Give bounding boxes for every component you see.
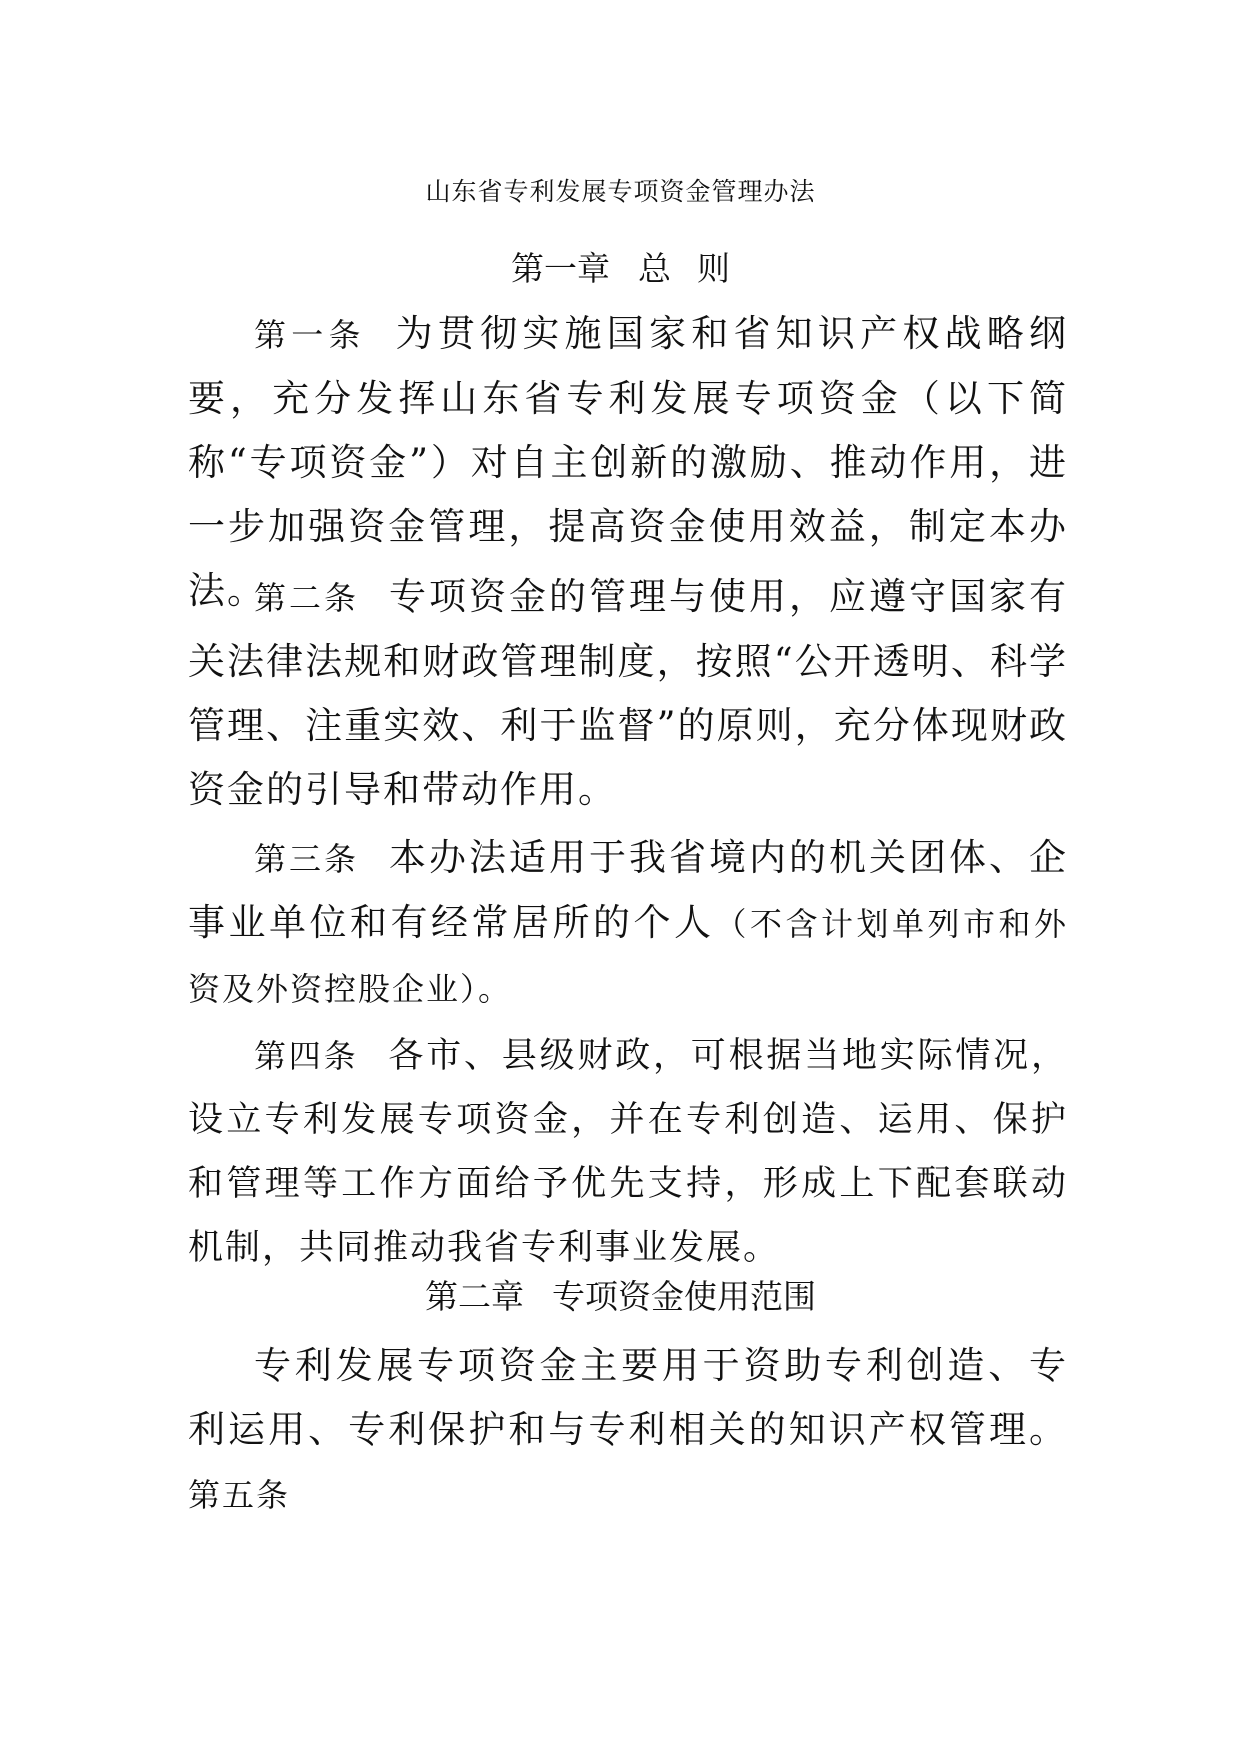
article-text: 专项资金的管理与使用，应遵守国家有关法律法规和财政管理制度，按照“公开透明、科学管理、注重实效、利于监督”的原则，充分体现财政资金的引导和带动作用。 [188,575,1068,811]
body-text: 专利发展专项资金主要用于资助专利创造、专利运用、专利保护和与专利相关的知识产权管理。 [188,1344,1068,1451]
article-text: 各市、县级财政，可根据当地实际情况，设立专利发展专项资金，并在专利创造、运用、保护和管理等工作方面给予优先支持，形成上下配套联动机制，共同推动我省专利事业发展。 [188,1036,1068,1268]
article-text: 为贯彻实施国家和省知识产权战略纲要，充分发挥山东省专利发展专项资金（以下简称“专项资金”）对自主创新的激励、推动作用，进一步加强资金管理，提高资金使用效益，制定本办法。 [188,312,1068,612]
chapter-name: 专项资金使用范围 [552,1277,816,1316]
chapter-2-body [188,1334,1068,1527]
article-2 [188,565,1068,822]
article-label: 第一条 [254,316,366,354]
article-label: 第三条 [254,840,359,878]
chapter-name-part-2: 则 [697,249,730,288]
chapter-label: 第二章 [425,1277,524,1316]
article-label: 第四条 [254,1037,359,1075]
article-note: （不含计划单列市和外资及外资控股企业）。 [188,905,1068,1008]
article-label: 第二条 [254,579,359,617]
chapter-label: 第一章 [511,249,610,288]
chapter-heading-2 [0,1271,1241,1318]
article-5-label: 第五条 [188,1476,291,1514]
document-title: 山东省专利发展专项资金管理办法 [425,177,816,206]
article-3 [188,826,1068,1021]
chapter-name-part-1: 总 [638,249,671,288]
chapter-heading-1 [0,243,1241,290]
article-text: 本办法适用于我省境内的机关团体、企事业单位和有经常居所的个人 [188,836,1068,944]
article-4 [188,1024,1068,1280]
